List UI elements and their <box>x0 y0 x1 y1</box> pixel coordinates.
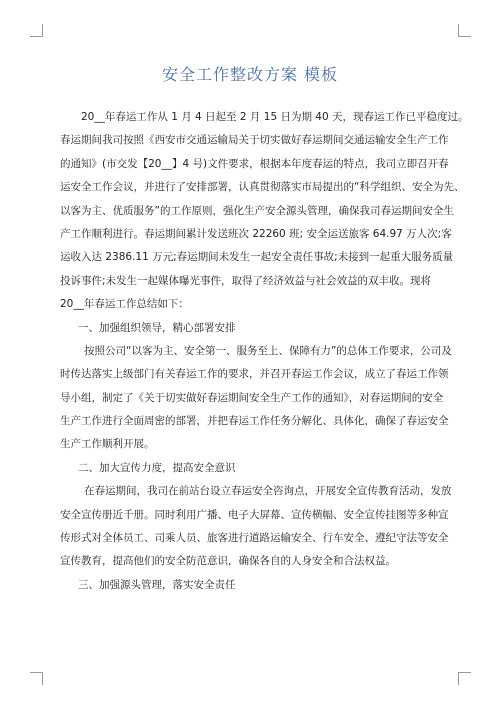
body-line: 时传达落实上级部门有关春运工作的要求，并召开春运工作会议，成立了春运工作领 <box>60 368 449 381</box>
crop-mark-top-right <box>458 24 471 37</box>
body-line: 安全宣传册近千册。同时利用广播、电子大屏幕、宣传横幅、安全宣传挂图等多种宣 <box>60 508 449 521</box>
section-heading: 二、加大宣传力度，提高安全意识 <box>78 461 236 474</box>
body-line: 传形式对全体员工、司乘人员、旅客进行道路运输安全、行车安全、遵纪守法等安全 <box>60 532 449 545</box>
body-line: 春运期间我司按照《西安市交通运输局关于切实做好春运期间交通运输安全生产工作 <box>60 134 449 147</box>
document-title: 安全工作整改方案 模板 <box>161 65 339 84</box>
body-line: 以客为主、优质服务”的工作原则，强化生产安全源头管理，确保我司春运期间安全生 <box>60 204 454 217</box>
body-line: 生产工作进行全面周密的部署，并把春运工作任务分解化、具体化，确保了春运安全 <box>60 415 449 428</box>
body-line: 导小组，制定了《关于切实做好春运期间安全生产工作的通知》，对春运期间的安全 <box>60 391 444 404</box>
body-line: 20__年春运工作从 1 月 4 日起至 2 月 15 日为期 40 天，现春运工作已平稳度过。 <box>81 111 469 123</box>
document-body <box>60 106 469 597</box>
body-line: 运安全工作会议，并进行了安排部署，认真贯彻落实市局提出的“科学组织、安全为先、 <box>60 181 465 194</box>
body-line: 宣传教育，提高他们的安全防范意识，确保各自的人身安全和合法权益。 <box>60 555 396 568</box>
section-heading: 一、加强组织领导，精心部署安排 <box>78 321 236 334</box>
body-line: 的通知》(市交发【20__】4 号)文件要求，根据本年度春运的特点，我司立即召开春 <box>60 157 449 170</box>
body-line: 按照公司“以客为主、安全第一、服务至上、保障有力”的总体工作要求，公司及 <box>84 344 452 357</box>
body-line: 20__年春运工作总结如下： <box>60 298 189 311</box>
body-line: 生产工作顺利开展。 <box>60 438 155 451</box>
body-line: 在春运期间，我司在前站台设立春运安全咨询点，开展安全宣传教育活动，发放 <box>84 485 452 498</box>
body-line: 投诉事件;未发生一起媒体曝光事件，取得了经济效益与社会效益的双丰收。现将 <box>60 274 432 287</box>
crop-mark-bottom-right <box>458 672 471 685</box>
section-heading: 三、加强源头管理，落实安全责任 <box>78 578 236 591</box>
crop-mark-top-left <box>30 24 43 37</box>
body-line: 产工作顺利进行。春运期间累计发送班次 22260 班; 安全运送旅客 64.97 万人次;客 <box>60 227 452 240</box>
crop-mark-bottom-left <box>30 672 43 685</box>
body-line: 运收入达 2386.11 万元;春运期间未发生一起安全责任事故;未接到一起重大服务质量 <box>60 251 454 264</box>
